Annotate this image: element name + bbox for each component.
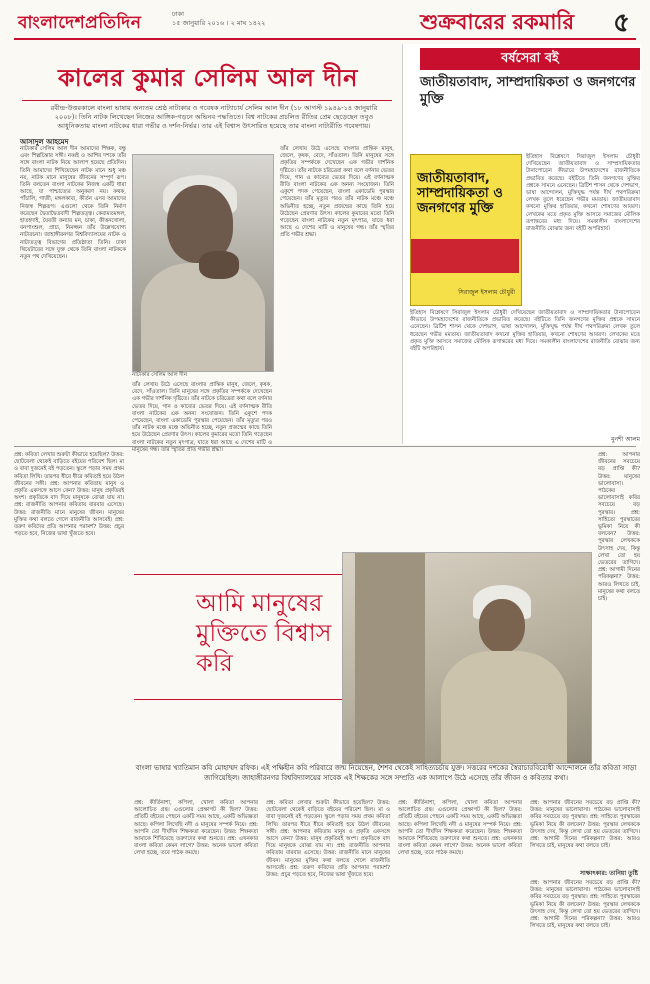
interview-column-3: প্রশ্ন: কবিতা লেখার শুরুটা কীভাবে হয়েছিল? উত্তর: ছোটবেলা থেকেই বাড়িতে বইয়ের পরিবেশ ছিল। মা ও বাবা দুজনেই বই পড়তেন। স্কুলে পড়ার সময় প্রথম কবিতা লিখি। তারপর ধীরে ধীরে কবিতাই হয়ে উঠল জীবনের সঙ্গী। প্রশ্ন: আপনার কবিতায় মানুষ ও প্রকৃতি একসঙ্গে আসে কেন? উত্তর: মানুষ প্রকৃতিরই অংশ। প্রকৃতিকে বাদ দিয়ে মানুষকে বোঝা যায় না। প্রশ্ন: রাজনীতি আপনার কবিতায় বারবার এসেছে। উত্তর: রাজনীতি মানে মানুষের জীবন। মানুষের মুক্তির কথা বলতে গেলে রাজনীতি আসবেই। প্রশ্ন: তরুণ কবিদের প্রতি আপনার পরামর্শ? উত্তর: প্রচুর পড়তে হবে, নিজের ভাষা খুঁজতে হবে। [266, 800, 390, 879]
sidebar-title: জাতীয়তাবাদ, সাম্প্রদায়িকতা ও জনগণের মুক্তি [420, 75, 636, 107]
sidebar-body: ইতিহাস বিশ্লেষণে সিরাজুল ইসলাম চৌধুরী দেখিয়েছেন জাতীয়তাবাদ ও সাম্প্রদায়িকতার টানাপোড়েন কীভাবে উপমহাদেশের রাজনীতিকে প্রভাবিত করেছে। বইটিতে তিনি জনগণের মুক্তির প্রশ্নকে সামনে এনেছেন। ব্রিটিশ শাসন থেকে দেশভাগ, ভাষা আন্দোলন, মুক্তিযুদ্ধ পর্যন্ত দীর্ঘ পথপরিক্রমা লেখক তুলে ধরেছেন গভীর মমতায়। জাতীয়তাবাদ কখনো মুক্তির হাতিয়ার, কখনো শোষণের আবরণ। লেখকের মতে প্রকৃত মুক্তি আসবে সমাজের মৌলিক রূপান্তরের মধ্য দিয়ে। সমকালীন বাংলাদেশের রাজনীতি বোঝার জন্য বইটি অপরিহার্য। [410, 310, 640, 353]
interview-column-4: প্রশ্ন: কীর্তিনাশা, কপিলা, খোলা কবিতা আপনার আলোচিত গ্রন্থ। এগুলোর প্রেক্ষাপট কী ছিল? উত্তর: প্রতিটি বইয়ের পেছনে একটি সময় আছে, একটি অভিজ্ঞতা আছে। কপিলা লিখেছি নদী ও মানুষের সম্পর্ক নিয়ে। প্রশ্ন: আপনি তো দীর্ঘদিন শিক্ষকতা করেছেন। উত্তর: শিক্ষকতা আমাকে শিখিয়েছে তরুণদের কথা শুনতে। প্রশ্ন: এখনকার বাংলা কবিতা কেমন লাগে? উত্তর: অনেক ভালো কবিতা লেখা হচ্ছে, তবে পাঠক কমছে। [398, 800, 522, 857]
interview-intro: বাংলা ভাষার খ্যাতিমান কবি মোহাম্মদ রফিক। এই পক্ষিহীন কবি পরিবারে জন্ম নিয়েছেন, শৈশব থেকেই সাহিত্যচর্চায় যুক্ত। সত্তরের দশকের স্বৈরাচারবিরোধী আন্দোলনে তাঁর কবিতা সাড়া জাগিয়েছিল। জাহাঙ্গীরনগর বিশ্ববিদ্যালয়ের সাবেক এই শিক্ষকের সঙ্গে সম্প্রতি এক আলাপে উঠে এসেছে তাঁর জীবন ও কবিতার কথা। [135, 764, 637, 782]
photo-tree [355, 553, 425, 763]
feature-photo-caption: নাট্যকার সেলিম আল দীন [132, 372, 187, 378]
interview-column-left: প্রশ্ন: কবিতা লেখার শুরুটা কীভাবে হয়েছিল? উত্তর: ছোটবেলা থেকেই বাড়িতে বইয়ের পরিবেশ ছিল। মা ও বাবা দুজনেই বই পড়তেন। স্কুলে পড়ার সময় প্রথম কবিতা লিখি। তারপর ধীরে ধীরে কবিতাই হয়ে উঠল জীবনের সঙ্গী। প্রশ্ন: আপনার কবিতায় মানুষ ও প্রকৃতি একসঙ্গে আসে কেন? উত্তর: মানুষ প্রকৃতিরই অংশ। প্রকৃতিকে বাদ দিয়ে মানুষকে বোঝা যায় না। প্রশ্ন: রাজনীতি আপনার কবিতায় বারবার এসেছে। উত্তর: রাজনীতি মানে মানুষের জীবন। মানুষের মুক্তির কথা বলতে গেলে রাজনীতি আসবেই। প্রশ্ন: তরুণ কবিদের প্রতি আপনার পরামর্শ? উত্তর: প্রচুর পড়তে হবে, নিজের ভাষা খুঁজতে হবে। [14, 452, 124, 538]
feature-byline: আসাদুল আহমেদ [20, 138, 69, 146]
book-cover-title: জাতীয়তাবাদ, সাম্প্রদায়িকতা ও জনগণের মুক্তি [417, 171, 503, 216]
interview-byline: সাক্ষাৎকার: তানিয়া তুষ্টি [580, 870, 638, 877]
photo-hand [199, 251, 239, 279]
interview-pull-quote: আমি মানুষের মুক্তিতে বিশ্বাস করি [196, 589, 332, 677]
book-cover [410, 154, 522, 306]
interview-column-5: প্রশ্ন: আপনার জীবনের সবচেয়ে বড় প্রাপ্তি কী? উত্তর: মানুষের ভালোবাসা। পাঠকের ভালোবাসাই কবির সবচেয়ে বড় পুরস্কার। প্রশ্ন: সাহিত্যে পুরস্কারের ভূমিকা নিয়ে কী বলবেন? উত্তর: পুরস্কার লেখককে উৎসাহ দেয়, কিন্তু লেখা তো হয় ভেতরের তাগিদে। প্রশ্ন: আগামী দিনের পরিকল্পনা? উত্তর: আরও লিখতে চাই, মানুষের কথা বলতে চাই। [530, 800, 640, 850]
feature-column-1: নাট্যকার সেলিম আল দীন আমাদের শিক্ষক, বন্ধু এবং শিল্পচিন্তার সঙ্গী। নব্বই ও আশির দশকে তাঁর সঙ্গে বাংলা নাটক নিয়ে আলাপ হয়েছে প্রতিদিন। তিনি আমাদের শিখিয়েছেন নাটক মানে শুধু মঞ্চ নয়, নাটক মানে মানুষের জীবনের সম্পূর্ণ রূপ। তিনি বলতেন বাংলা নাটকের নিজস্ব একটি ধারা আছে, যা পাশ্চাত্যের অনুকরণ নয়। কথক, পাঁচালি, গাজী, মঙ্গলকাব্য, কীর্তন এসব আমাদের নিজস্ব শিল্পরূপ। এগুলো থেকে তিনি নির্মাণ করেছেন দ্বৈতাদ্বৈতবাদী শিল্পতত্ত্ব। কেরামতমঙ্গল, হাতহদাই, যৈবতী কন্যার মন, চাকা, কীত্তনখোলা, বনপাংশুল, প্রাচ্য, নিমজ্জন তাঁর উল্লেখযোগ্য নাট্যরচনা। জাহাঙ্গীরনগর বিশ্ববিদ্যালয়ের নাটক ও নাট্যতত্ত্ব বিভাগের প্রতিষ্ঠাতা তিনি। ঢাকা থিয়েটারের সঙ্গে যুক্ত থেকে তিনি বাংলা নাটককে নতুন পথ দেখিয়েছেন। [20, 146, 126, 261]
interview-column-2: প্রশ্ন: কীর্তিনাশা, কপিলা, খোলা কবিতা আপনার আলোচিত গ্রন্থ। এগুলোর প্রেক্ষাপট কী ছিল? উত্তর: প্রতিটি বইয়ের পেছনে একটি সময় আছে, একটি অভিজ্ঞতা আছে। কপিলা লিখেছি নদী ও মানুষের সম্পর্ক নিয়ে। প্রশ্ন: আপনি তো দীর্ঘদিন শিক্ষকতা করেছেন। উত্তর: শিক্ষকতা আমাকে শিখিয়েছে তরুণদের কথা শুনতে। প্রশ্ন: এখনকার বাংলা কবিতা কেমন লাগে? উত্তর: অনেক ভালো কবিতা লেখা হচ্ছে, তবে পাঠক কমছে। [134, 800, 258, 857]
headline-rule [22, 100, 392, 101]
feature-column-2: তাঁর লেখায় উঠে এসেছে বাংলার প্রান্তিক মানুষ, জেলে, কৃষক, বেদে, সাঁওতাল। তিনি মানুষের সঙ্গে প্রকৃতির সম্পর্ককে দেখেছেন এক গভীর দার্শনিক দৃষ্টিতে। তাঁর নাটকে চরিত্রেরা কথা বলে বর্ণনার ভেতর দিয়ে, গান ও কাব্যের ভেতর দিয়ে। এই বর্ণনাত্মক রীতি বাংলা নাটকের এক অনন্য সংযোজন। তিনি একুশে পদক পেয়েছেন, বাংলা একাডেমি পুরস্কার পেয়েছেন। তাঁর মৃত্যুর পরও তাঁর নাটক মঞ্চে মঞ্চে অভিনীত হচ্ছে, নতুন প্রজন্মের কাছে তিনি হয়ে উঠেছেন প্রেরণার উৎস। কালের কুমারের মতো তিনি গড়েছেন বাংলা নাটকের নতুন মৃৎপাত্র, যাতে ধরা আছে এ দেশের মাটি ও মানুষের গন্ধ। তাঁর স্মৃতির প্রতি গভীর শ্রদ্ধা। [132, 382, 272, 453]
photo-body [441, 651, 567, 763]
interview-column-6: প্রশ্ন: আপনার জীবনের সবচেয়ে বড় প্রাপ্তি কী? উত্তর: মানুষের ভালোবাসা। পাঠকের ভালোবাসাই কবির সবচেয়ে বড় পুরস্কার। প্রশ্ন: সাহিত্যে পুরস্কারের ভূমিকা নিয়ে কী বলবেন? উত্তর: পুরস্কার লেখককে উৎসাহ দেয়, কিন্তু লেখা তো হয় ভেতরের তাগিদে। প্রশ্ন: আগামী দিনের পরিকল্পনা? উত্তর: আরও লিখতে চাই, মানুষের কথা বলতে চাই। [530, 880, 640, 930]
book-cover-band [411, 239, 519, 273]
interview-column-edge: প্রশ্ন: আপনার জীবনের সবচেয়ে বড় প্রাপ্তি কী? উত্তর: মানুষের ভালোবাসা। পাঠকের ভালোবাসাই কবির সবচেয়ে বড় পুরস্কার। প্রশ্ন: সাহিত্যে পুরস্কারের ভূমিকা নিয়ে কী বলবেন? উত্তর: পুরস্কার লেখককে উৎসাহ দেয়, কিন্তু লেখা তো হয় ভেতরের তাগিদে। প্রশ্ন: আগামী দিনের পরিকল্পনা? উত্তর: আরও লিখতে চাই, মানুষের কথা বলতে চাই। [598, 452, 640, 603]
book-cover-author: সিরাজুল ইসলাম চৌধুরী [458, 289, 515, 296]
masthead-rule [14, 38, 636, 40]
photo-face [479, 599, 525, 653]
feature-deck: রবীন্দ্র-উত্তরকালে বাংলা ভাষায় অন্যতম শ্রেষ্ঠ নাট্যকার ও গবেষক নাট্যাচার্য সেলিম আল দীন (১৮ আগস্ট ১৯৪৯-১৪ জানুয়ারি ২০০৮)। তিনি নাটক লিখেছেন নিজের আঙ্গিক-গড়নে অভিনব পদ্ধতিতে। বিশ্ব নাটকের প্রচলিত রীতির প্রেম ছেড়েছেন তবুও আধুনিকতায় বাংলা নাটকের ধারা গভীর ও দর্শন-নির্ভর। তার এই বিশ্বাস উৎসারিত হয়েছে তার বাংলা নাট্যরীতি গবেষণায়। [50, 104, 378, 130]
masthead-city: ঢাকা [172, 10, 184, 18]
newspaper-logo: বাংলাদেশপ্রতিদিন [18, 13, 142, 33]
section-divider [14, 446, 636, 447]
interview-photo [342, 552, 592, 764]
page-number: ৫ [613, 8, 630, 38]
masthead-date [172, 10, 265, 28]
photo-body [141, 263, 265, 371]
feature-column-3: তাঁর লেখায় উঠে এসেছে বাংলার প্রান্তিক মানুষ, জেলে, কৃষক, বেদে, সাঁওতাল। তিনি মানুষের সঙ্গে প্রকৃতির সম্পর্ককে দেখেছেন এক গভীর দার্শনিক দৃষ্টিতে। তাঁর নাটকে চরিত্রেরা কথা বলে বর্ণনার ভেতর দিয়ে, গান ও কাব্যের ভেতর দিয়ে। এই বর্ণনাত্মক রীতি বাংলা নাটকের এক অনন্য সংযোজন। তিনি একুশে পদক পেয়েছেন, বাংলা একাডেমি পুরস্কার পেয়েছেন। তাঁর মৃত্যুর পরও তাঁর নাটক মঞ্চে মঞ্চে অভিনীত হচ্ছে, নতুন প্রজন্মের কাছে তিনি হয়ে উঠেছেন প্রেরণার উৎস। কালের কুমারের মতো তিনি গড়েছেন বাংলা নাটকের নতুন মৃৎপাত্র, যাতে ধরা আছে এ দেশের মাটি ও মানুষের গন্ধ। তাঁর স্মৃতির প্রতি গভীর শ্রদ্ধা। [280, 146, 394, 239]
sidebar-header: বর্ষসেরা বই [420, 48, 640, 70]
sidebar-reviewer: মুনশী আলম [611, 436, 640, 443]
feature-photo [132, 154, 274, 372]
masthead-date-text: ১৫ জানুয়ারি ২০১৬ । ২ মাঘ ১৪২২ [172, 19, 266, 27]
feature-headline: কালের কুমার সেলিম আল দীন [57, 63, 359, 92]
section-title: শুক্রবারের রকমারি [420, 10, 574, 34]
sidebar-body-right: ইতিহাস বিশ্লেষণে সিরাজুল ইসলাম চৌধুরী দেখিয়েছেন জাতীয়তাবাদ ও সাম্প্রদায়িকতার টানাপোড়েন কীভাবে উপমহাদেশের রাজনীতিকে প্রভাবিত করেছে। বইটিতে তিনি জনগণের মুক্তির প্রশ্নকে সামনে এনেছেন। ব্রিটিশ শাসন থেকে দেশভাগ, ভাষা আন্দোলন, মুক্তিযুদ্ধ পর্যন্ত দীর্ঘ পথপরিক্রমা লেখক তুলে ধরেছেন গভীর মমতায়। জাতীয়তাবাদ কখনো মুক্তির হাতিয়ার, কখনো শোষণের আবরণ। লেখকের মতে প্রকৃত মুক্তি আসবে সমাজের মৌলিক রূপান্তরের মধ্য দিয়ে। সমকালীন বাংলাদেশের রাজনীতি বোঝার জন্য বইটি অপরিহার্য। [526, 154, 640, 233]
